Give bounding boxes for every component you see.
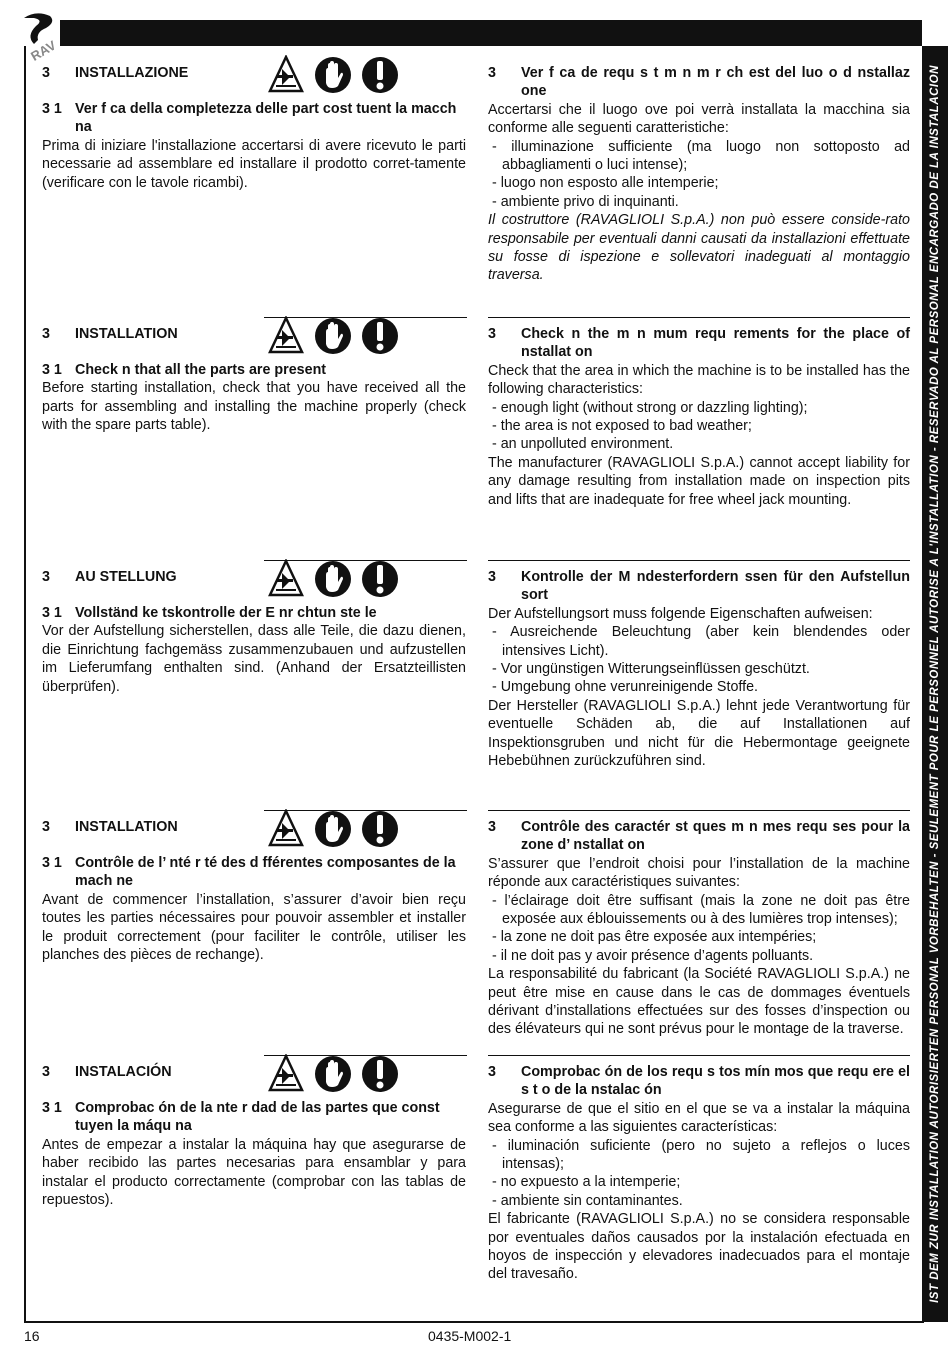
subsection-heading [42,361,466,379]
section-heading [42,568,466,604]
requirements-title: Comprobac ón de los requ s tos mín mos que requ ere el s t o de la nstalac ón [521,1064,910,1099]
requirements-title: Contrôle des caractér st ques m n mes requ ses pour la zone d’ nstallat on [521,819,910,854]
left-column [42,325,466,435]
manufacturer-note: The manufacturer (RAVAGLIOLI S.p.A.) cannot accept liability for any damage resulting from installation made on inspection pits and lifts that are inadequate for free wheel jack mounting. [488,454,910,508]
section-number: 3 [42,65,50,81]
section-number: 3 [42,326,50,342]
manufacturer-note: Il costruttore (RAVAGLIOLI S.p.A.) non può essere conside-rato responsabile per eventuali danni causati da installazioni effettuate su fosse di ispezione e sollevatori inadeguati al montaggio traversa. [488,212,910,284]
left-column [42,568,466,696]
requirements-title: Kontrolle der M ndesterfordern ssen für den Aufstellun sort [521,569,910,604]
side-notice: IST DEM ZUR INSTALLATION AUTORISIERTEN PERSONAL VORBEHALTEN - SEULEMENT POUR LE PERSONNEL AUTORISE A L'INSTALLATION - RESERVADO AL PERSONAL ENCARGADO DE LA INSTALACION [929,65,941,1303]
right-column [488,325,910,509]
section-rule-right [488,1055,910,1056]
requirement-item: - luogo non esposto alle intemperie; [492,175,719,192]
right-column [488,818,910,1039]
requirements-intro: Der Aufstellungsort muss folgende Eigenschaften aufweisen: [488,605,873,622]
requirement-item: - Ausreichende Beleuchtung (aber kein blendendes oder intensives Licht). [492,624,910,659]
requirements-intro: Check that the area in which the machine is to be installed has the following characteristics: [488,362,910,398]
section-rule-right [488,317,910,318]
subsection-heading [42,1099,466,1136]
left-column [42,64,466,192]
header-bar [60,20,922,46]
requirement-item: - Vor ungünstigen Witterungseinflüssen geschützt. [492,661,810,678]
subsection-number: 3 1 [42,605,62,621]
requirements-heading [488,1063,910,1100]
requirements-heading [488,568,910,605]
section-title: INSTALLATION [75,326,178,342]
section-title: INSTALLATION [75,819,178,835]
body-text: Avant de commencer l’installation, s’assurer d’avoir bien reçu toutes les parties nécessaires pour pouvoir assembler et installer le produit correctement (pour faciliter le contrôle, utiliser les planches des pièces de rechange). [42,891,466,964]
requirement-item: - the area is not exposed to bad weather; [492,418,752,435]
requirements-intro: Asegurarse de que el sitio en el que se va a instalar la máquina sea conforme a las siguientes características: [488,1100,910,1136]
body-text: Before starting installation, check that you have received all the parts for assembling and installing the machine properly (check with the spare parts table). [42,380,466,434]
manufacturer-note: Der Hersteller (RAVAGLIOLI S.p.A.) lehnt jede Verantwortung für eventuelle Schäden ab, die auf Installationen auf Inspektionsgruben und nicht für die Hebermontage geeignete Hebebühnen zurückzuführen sind. [488,697,910,770]
requirements-heading [488,325,910,362]
subsection-title: Comprobac ón de la nte r dad de las partes que const tuyen la máqu na [75,1100,440,1135]
requirement-item: - illuminazione sufficiente (ma luogo non sottoposto ad abbagliamenti o luci intense); [492,138,910,174]
left-rule [24,46,26,1322]
page-number: 16 [24,1328,40,1344]
requirements-number: 3 [488,569,496,585]
requirements-title: Ver f ca de requ s t m n m r ch est del luo o d nstallaz one [521,65,910,100]
requirements-intro: S’assurer que l’endroit choisi pour l’installation de la machine réponde aux caractéristiques suivantes: [488,855,910,891]
subsection-title: Vollständ ke tskontrolle der E nr chtun ste le [75,605,377,621]
document-code: 0435-M002-1 [428,1328,512,1344]
requirements-intro: Accertarsi che il luogo ove poi verrà installata la macchina sia conforme alle seguenti caratteristiche: [488,101,910,137]
right-column [488,1063,910,1284]
body-text: Prima di iniziare l'installazione accertarsi di avere ricevuto le parti necessarie ad assemblare ed installare il prodotto corret-tamente (verificare con le tavole ricambi). [42,137,466,191]
section-rule-right [488,560,910,561]
subsection-title: Check n that all the parts are present [75,362,327,378]
section-title: AU STELLUNG [75,569,177,585]
manufacturer-note: La responsabilité du fabricant (la Société RAVAGLIOLI S.p.A.) ne peut être mise en cause dans le cas de dommages éventuels dérivant d’installations effectuées sur des fosses d’inspection ou des élévateurs qui ne sont prévus pour le montage de la traverse. [488,966,910,1038]
requirement-item: - l’éclairage doit être suffisant (mais la zone ne doit pas être exposée aux éblouissements ou à des lumières trop intenses); [492,892,910,928]
requirement-item: - iluminación suficiente (pero no sujeto a reflejos o luces intensas); [492,1137,910,1173]
subsection-number: 3 1 [42,1100,62,1116]
left-column [42,818,466,964]
requirement-item: - ambiente privo di inquinanti. [492,193,679,210]
requirement-item: - no expuesto a la intemperie; [492,1174,681,1191]
section-heading [42,1063,466,1099]
subsection-number: 3 1 [42,101,62,117]
section-heading [42,64,466,100]
company-logo [16,10,62,62]
section-heading [42,325,466,361]
right-column [488,64,910,285]
side-banner [922,46,948,1322]
requirements-heading [488,64,910,101]
body-text: Antes de empezar a instalar la máquina hay que asegurarse de haber recibido las partes necesarias para ensamblar y para instalar el producto correctamente (comprobar con las tablas de repuestos). [42,1136,466,1209]
requirement-item: - Umgebung ohne verunreinigende Stoffe. [492,679,759,696]
section-title: INSTALLAZIONE [75,65,189,81]
right-column [488,568,910,770]
bottom-rule [24,1321,924,1323]
requirement-item: - an unpolluted environment. [492,436,674,453]
section-title: INSTALACIÓN [75,1064,172,1080]
section-number: 3 [42,1064,50,1080]
requirements-number: 3 [488,1064,496,1080]
section-rule-right [488,810,910,811]
section-number: 3 [42,569,50,585]
requirement-item: - ambiente sin contaminantes. [492,1192,683,1209]
requirements-number: 3 [488,65,496,81]
requirements-title: Check n the m n mum requ rements for the place of nstallat on [521,326,910,361]
manufacturer-note: El fabricante (RAVAGLIOLI S.p.A.) no se considera responsable por eventuales daños causados por la instalación efectuada en hoyos de inspección y elevadores inadecuados para el montaje del travesaño. [488,1211,910,1283]
requirements-heading [488,818,910,855]
body-text: Vor der Aufstellung sicherstellen, dass alle Teile, die dazu dienen, die Einrichtung fachgemäss zusammenzubauen und aufzustellen im Lieferumfang enthalten sind. (Anhand der Ersatzteillisten überprüfen). [42,623,466,695]
requirement-item: - la zone ne doit pas être exposée aux intempéries; [492,929,817,946]
svg-text:RAV: RAV [28,37,59,62]
subsection-title: Contrôle de l’ nté r té des d fférentes composantes de la mach ne [75,855,456,890]
requirement-item: - enough light (without strong or dazzling lighting); [492,399,808,416]
section-heading [42,818,466,854]
subsection-number: 3 1 [42,362,62,378]
subsection-heading [42,100,466,137]
requirements-number: 3 [488,819,496,835]
requirements-number: 3 [488,326,496,342]
left-column [42,1063,466,1209]
section-number: 3 [42,819,50,835]
subsection-heading [42,604,466,622]
subsection-number: 3 1 [42,855,62,871]
requirement-item: - il ne doit pas y avoir présence d’agents polluants. [492,947,814,964]
subsection-title: Ver f ca della completezza delle part cost tuent la macch na [75,101,457,136]
subsection-heading [42,854,466,891]
